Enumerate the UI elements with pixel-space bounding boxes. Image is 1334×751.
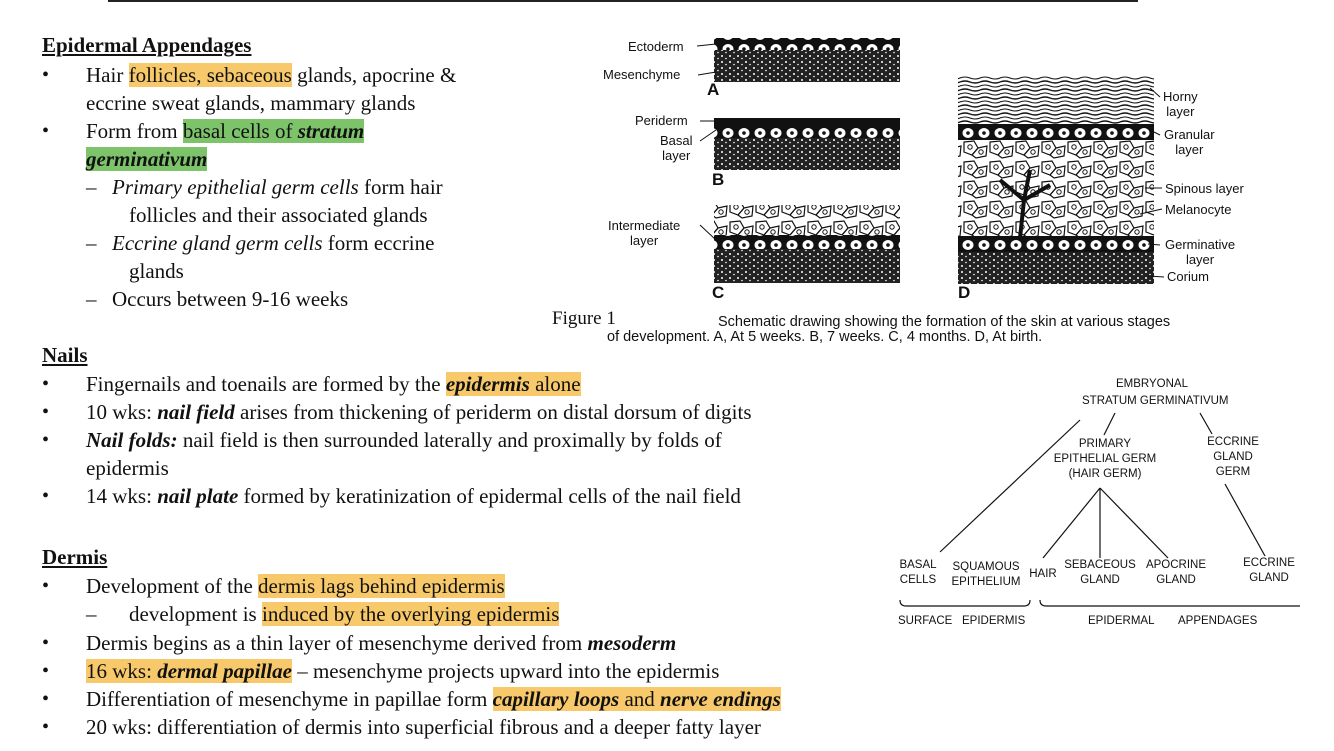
- highlight: epidermis: [445, 372, 530, 396]
- text: 10 wks:: [86, 400, 158, 424]
- text: layer: [1185, 252, 1215, 267]
- text: epidermis: [86, 456, 169, 480]
- text: Fingernails and toenails are formed by the: [86, 372, 446, 396]
- node-sebaceous-gland: [1062, 558, 1138, 588]
- node-squamous-epithelium: [950, 560, 1022, 590]
- text: EPITHELIAL GERM: [1053, 453, 1157, 465]
- figure-caption-title: Figure 1: [552, 308, 616, 329]
- text: nail plate: [157, 484, 239, 508]
- text: Primary epithelial germ cells: [112, 175, 359, 199]
- text: Basal: [660, 133, 693, 148]
- highlight: germinativum: [86, 147, 208, 171]
- figure-caption-line-1: Schematic drawing showing the formation of the skin at various stages: [718, 314, 1171, 330]
- sub-item: – Primary epithelial germ cells form hair follicles and their associated glands: [86, 175, 443, 227]
- text: 20 wks: differentiation of dermis into superficial fibrous and a deeper fatty layer: [86, 715, 761, 739]
- label-corium: Corium: [1167, 269, 1209, 284]
- text: layer: [662, 148, 691, 163]
- text: Hair: [86, 63, 129, 87]
- panel-d-letter: D: [958, 283, 971, 302]
- panel-c-letter: C: [712, 283, 725, 302]
- text: SQUAMOUS: [952, 561, 1020, 573]
- text: STRATUM GERMINATIVUM: [1082, 395, 1229, 407]
- node-apocrine-gland: [1140, 558, 1212, 588]
- text: Horny: [1163, 89, 1198, 104]
- figure-caption-line-2: of development. A, At 5 weeks. B, 7 weeks. C, 4 months. D, At birth.: [607, 329, 1043, 345]
- text: form eccrine: [322, 231, 435, 255]
- text: EMBRYONAL: [1115, 378, 1188, 390]
- text: Nail folds:: [86, 428, 178, 452]
- text: Form from: [86, 119, 183, 143]
- label-intermediate-layer: [608, 218, 680, 248]
- text: Eccrine gland germ cells: [112, 231, 323, 255]
- group-epidermis: EPIDERMIS: [962, 615, 1026, 627]
- text: PRIMARY: [1078, 438, 1132, 450]
- node-hair: HAIR: [1029, 568, 1057, 580]
- highlight: 16 wks:: [86, 659, 158, 683]
- panel-b: [714, 118, 900, 170]
- label-granular-layer: [1164, 127, 1215, 157]
- text: CELLS: [899, 574, 937, 586]
- highlight: and: [619, 687, 661, 711]
- label-periderm: Periderm: [635, 113, 688, 128]
- text: Granular: [1164, 127, 1215, 142]
- label-spinous-layer: Spinous layer: [1165, 181, 1244, 196]
- text: Intermediate: [608, 218, 681, 233]
- text: BASAL: [899, 559, 937, 571]
- node-eccrine-gland: [1238, 556, 1300, 586]
- node-basal-cells: [896, 558, 940, 588]
- text: ECCRINE: [1207, 436, 1259, 448]
- text: layer: [1166, 104, 1195, 119]
- label-ectoderm: Ectoderm: [628, 39, 684, 54]
- group-epidermal: EPIDERMAL: [1088, 615, 1155, 627]
- text: follicles and their associated glands: [129, 203, 428, 227]
- node-embryonal-stratum: [1082, 377, 1229, 409]
- text: eccrine sweat glands, mammary glands: [86, 91, 416, 115]
- text: layer: [1175, 142, 1204, 157]
- label-horny-layer: [1163, 89, 1198, 119]
- panel-a-letter: A: [707, 80, 720, 99]
- text: development is: [129, 602, 262, 626]
- text: ECCRINE: [1243, 557, 1295, 569]
- text: form hair: [358, 175, 443, 199]
- text: Germinative: [1165, 237, 1236, 252]
- text: formed by keratinization of epidermal cells of the nail field: [238, 484, 741, 508]
- sub-item: – Occurs between 9-16 weeks: [86, 287, 349, 311]
- nails-title-text: Nails: [42, 343, 88, 367]
- panel-b-letter: B: [712, 170, 725, 189]
- sub-item: – Eccrine gland germ cells form eccrine glands: [86, 231, 435, 283]
- highlight: alone: [529, 372, 581, 396]
- highlight: nerve endings: [660, 687, 781, 711]
- highlight: stratum: [297, 119, 365, 143]
- group-appendages: APPENDAGES: [1178, 615, 1258, 627]
- text: nail field is then surrounded laterally and proximally by folds of: [177, 428, 722, 452]
- text: glands, apocrine &: [291, 63, 457, 87]
- text: (HAIR GERM): [1068, 468, 1142, 480]
- text: Development of the: [86, 574, 259, 598]
- node-primary-epithelial-germ: [1050, 437, 1160, 482]
- text: GLAND: [1249, 572, 1289, 584]
- epidermal-title-text: Epidermal Appendages: [42, 33, 252, 57]
- text: nail field: [157, 400, 235, 424]
- text: Differentiation of mesenchyme in papillae form: [86, 687, 493, 711]
- group-surface: SURFACE: [898, 615, 953, 627]
- text: Occurs between 9-16 weeks: [112, 287, 349, 311]
- label-germinative-layer: [1165, 237, 1235, 267]
- label-melanocyte: Melanocyte: [1165, 202, 1232, 217]
- text: 14 wks:: [86, 484, 158, 508]
- highlight: basal cells of: [182, 119, 298, 143]
- text: APOCRINE: [1145, 559, 1207, 571]
- dermis-title-text: Dermis: [42, 545, 108, 569]
- text: EPITHELIUM: [951, 576, 1021, 588]
- text: glands: [129, 259, 184, 283]
- text: arises from thickening of periderm on distal dorsum of digits: [234, 400, 752, 424]
- text: Dermis begins as a thin layer of mesenchyme derived from: [86, 631, 588, 655]
- text: mesoderm: [587, 631, 677, 655]
- highlight: dermis lags behind epidermis: [258, 574, 505, 598]
- text: GLAND: [1156, 574, 1196, 586]
- text: GLAND: [1080, 574, 1120, 586]
- highlight: capillary loops: [492, 687, 620, 711]
- highlight: dermal papillae: [157, 659, 292, 683]
- node-eccrine-gland-germ: [1200, 435, 1266, 480]
- panel-a: [714, 38, 900, 82]
- panel-d: [958, 76, 1154, 284]
- highlight: induced by the overlying epidermis: [261, 602, 560, 626]
- text: GERM: [1215, 466, 1251, 478]
- panel-c: [714, 205, 900, 283]
- highlight: follicles, sebaceous: [128, 63, 292, 87]
- text: – mesenchyme projects upward into the epidermis: [291, 659, 720, 683]
- text: GLAND: [1213, 451, 1253, 463]
- label-mesenchyme: Mesenchyme: [603, 67, 681, 82]
- sub-item: – development is induced by the overlying epidermis: [86, 602, 560, 626]
- text: layer: [630, 233, 659, 248]
- label-basal-layer: [660, 133, 693, 163]
- text: SEBACEOUS: [1064, 559, 1136, 571]
